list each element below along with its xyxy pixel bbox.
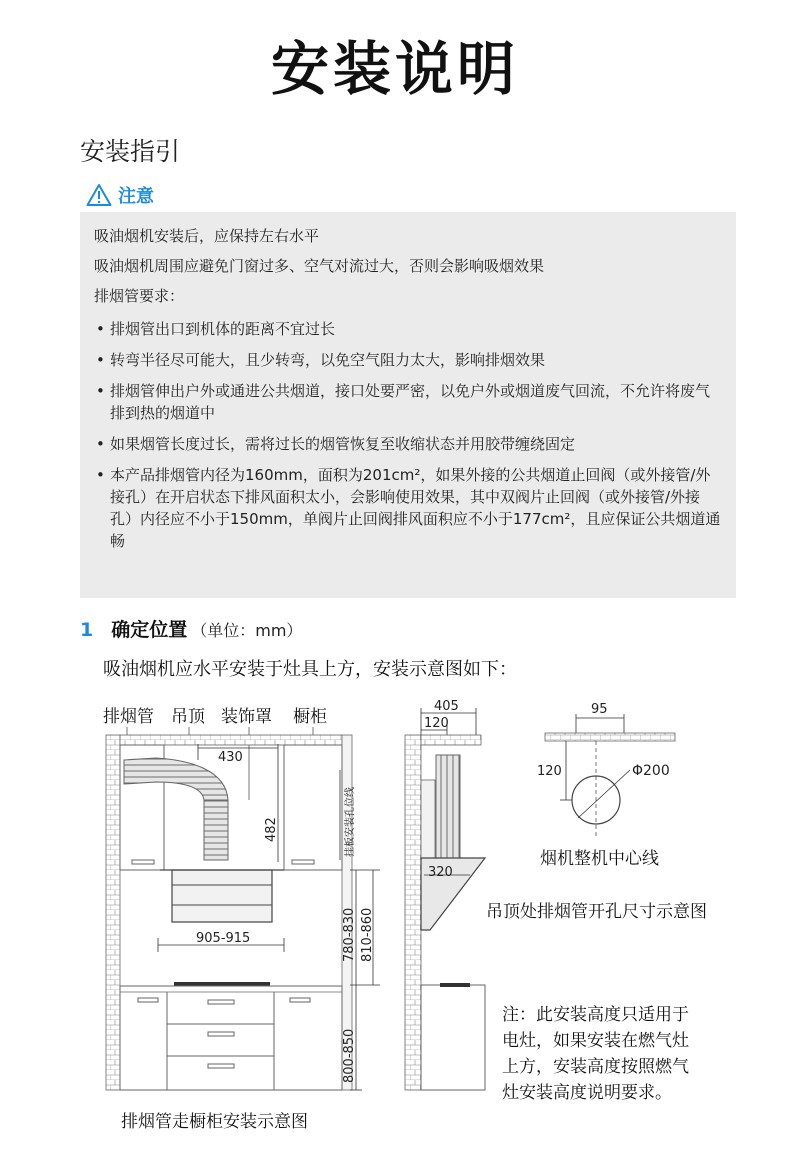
notice-label: 注意	[118, 186, 154, 207]
caption-left: 排烟管走橱柜安装示意图	[121, 1112, 308, 1132]
dim-width: 905-915	[196, 931, 251, 946]
install-footnote	[502, 1005, 689, 1103]
step-label: 确定位置	[111, 619, 188, 641]
section-heading: 安装指引	[80, 137, 181, 166]
upper-cabinet-right	[284, 745, 342, 870]
center-line-label: 烟机整机中心线	[540, 849, 659, 869]
dim-95: 95	[591, 702, 608, 717]
step-unit: （单位：mm）	[191, 621, 303, 640]
dim-405: 405	[434, 699, 459, 714]
caption-hole: 吊顶处排烟管开孔尺寸示意图	[486, 902, 707, 922]
footnote-line: 灶安装高度说明要求。	[502, 1083, 672, 1103]
step-number: 1	[80, 619, 94, 641]
side-wall	[405, 735, 421, 1090]
ceiling-slab	[120, 735, 342, 745]
footnote-line: 上方，安装高度按照燃气	[502, 1057, 689, 1077]
note-paragraph: 吸油烟机周围应避免门窗过多、空气对流过大，否则会影响吸烟效果	[94, 257, 545, 275]
list-item: • 转弯半径尽可能大，且少转弯，以免空气阻力太大，影响排烟效果	[94, 349, 722, 371]
intro-text: 吸油烟机应水平安装于灶具上方，安装示意图如下：	[103, 659, 517, 680]
dim-counter: 800-850	[342, 1028, 357, 1083]
dim-120-hole: 120	[537, 764, 562, 779]
dim-diameter: Φ200	[632, 763, 670, 779]
range-hood	[172, 870, 272, 922]
note-paragraph: 排烟管要求：	[94, 287, 185, 305]
side-view-diagram	[405, 699, 485, 1090]
ceiling-hole-diagram	[486, 702, 707, 922]
label-ceiling: 吊顶	[171, 707, 205, 727]
left-wall	[106, 735, 120, 1090]
list-item: • 排烟管伸出户外或通进公共烟道，接口处要严密，以免户外或烟道废气回流，不允许将废气排到热的烟道中	[94, 380, 722, 424]
list-item: • 如果烟管长度过长，需将过长的烟管恢复至收缩状态并用胶带缠绕固定	[94, 433, 722, 455]
dim-120-side: 120	[424, 716, 449, 731]
note-paragraph: 吸油烟机安装后，应保持左右水平	[94, 227, 320, 245]
dim-height2: 810-860	[360, 907, 375, 962]
page-title: 安装说明	[270, 35, 519, 103]
dim-430: 430	[218, 750, 243, 765]
dim-320: 320	[428, 865, 453, 880]
dim-height1: 780-830	[342, 907, 357, 962]
list-item: • 排烟管出口到机体的距离不宜过长	[94, 318, 722, 340]
cabinet-duct-diagram	[103, 707, 380, 1132]
side-cabinet	[421, 985, 485, 1090]
list-item: • 本产品排烟管内径为160mm，面积为201cm²，如果外接的公共烟道止回阀（或外接管/外接孔）在开启状态下排风面积太小，会影响使用效果，其中双阀片止回阀（或外接管/外接孔）内径应不小于150mm，单阀片止回阀排风面积应不小于177cm²，且应保证公共烟道通畅	[94, 464, 722, 552]
dim-482: 482	[264, 817, 279, 842]
vertical-note: 挂板安装孔位线	[345, 787, 356, 857]
label-cabinet: 橱柜	[293, 707, 327, 727]
footnote-line: 电灶，如果安装在燃气灶	[502, 1031, 689, 1051]
side-duct	[436, 755, 460, 860]
label-cover: 装饰罩	[221, 707, 272, 727]
footnote-line: 注：此安装高度只适用于	[502, 1005, 689, 1025]
cooktop	[174, 982, 270, 986]
label-duct: 排烟管	[103, 707, 154, 727]
